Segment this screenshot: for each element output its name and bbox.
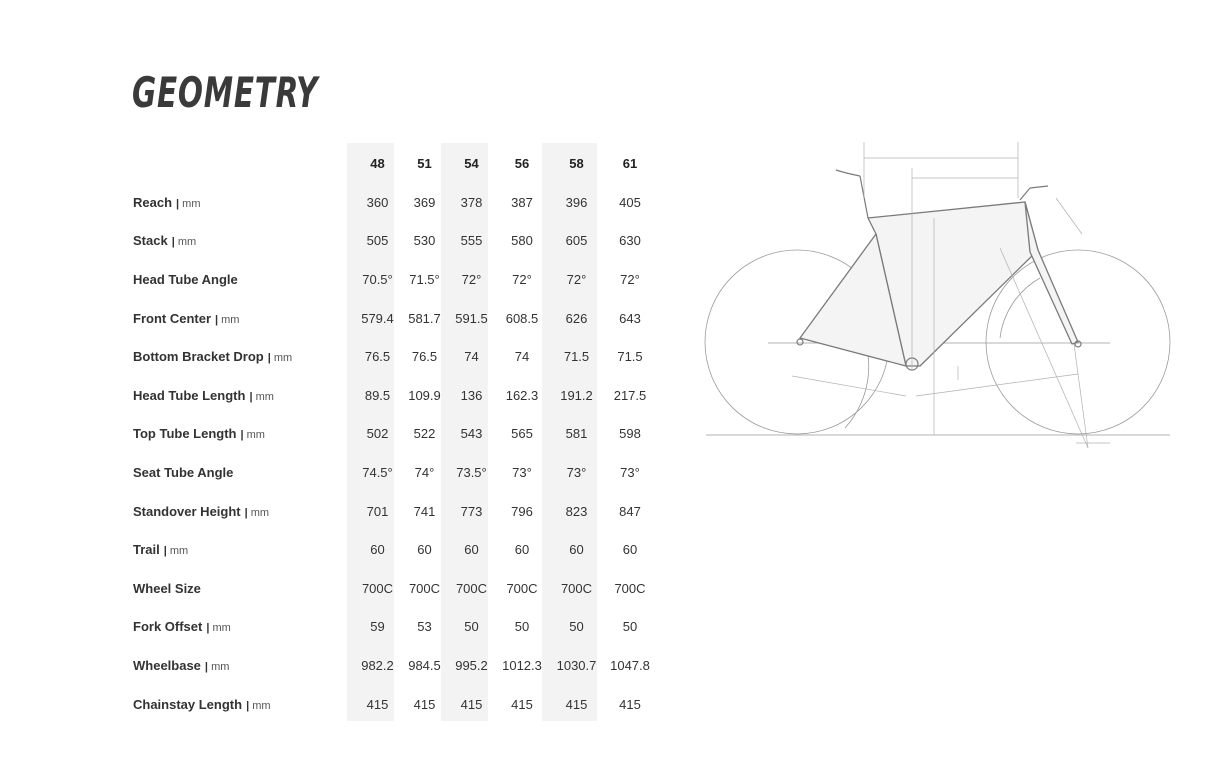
table-cell: 74: [514, 349, 530, 365]
table-cell: 700C: [408, 580, 441, 596]
page-title: GEOMETRY: [132, 68, 319, 117]
table-cell: 109.9: [408, 387, 441, 403]
header-spacer: [126, 143, 354, 183]
table-cell: 581: [565, 426, 588, 442]
table-cell: 71.5: [563, 349, 590, 365]
table-cell: 522: [413, 426, 436, 442]
table-cell: 581.7: [408, 310, 441, 326]
row-label: [126, 530, 354, 569]
table-row: [126, 492, 656, 531]
table-cell: 530: [413, 233, 436, 249]
geometry-table-body: [126, 183, 656, 723]
table-cell: 415: [619, 696, 641, 712]
table-cell: 415: [565, 696, 588, 712]
row-label: [126, 685, 354, 724]
table-cell: 74°: [414, 464, 435, 480]
row-label: [126, 569, 354, 608]
table-row: [126, 299, 656, 338]
table-cell: 701: [366, 503, 389, 519]
table-cell: 74: [464, 349, 479, 365]
table-cell: 60: [417, 542, 432, 558]
table-row: [126, 183, 656, 222]
table-cell: 60: [622, 542, 638, 558]
row-label-name: Bottom Bracket Drop: [133, 349, 264, 365]
size-header: 61: [622, 155, 638, 171]
row-label: [126, 260, 354, 299]
row-label-name: Chainstay Length: [133, 696, 243, 712]
bike-geometry-diagram: [700, 138, 1180, 458]
table-cell: 741: [413, 503, 436, 519]
table-cell: 73°: [620, 464, 640, 480]
table-row: [126, 376, 656, 415]
table-row: [126, 569, 656, 608]
table-cell: 415: [511, 696, 533, 712]
table-cell: 162.3: [505, 387, 539, 403]
row-label: [126, 299, 354, 338]
row-label-name: Seat Tube Angle: [133, 464, 234, 480]
table-row: [126, 222, 656, 261]
table-cell: 74.5°: [362, 464, 393, 480]
row-label-name: Stack: [133, 233, 168, 249]
table-cell: 700C: [614, 580, 646, 596]
table-row: [126, 646, 656, 685]
table-cell: 71.5: [617, 349, 643, 365]
table-cell: 995.2: [455, 657, 488, 673]
row-label-name: Front Center: [133, 310, 211, 326]
row-label: [126, 222, 354, 261]
table-cell: 605: [565, 233, 588, 249]
table-cell: 598: [619, 426, 641, 442]
row-label-unit: | mm: [246, 700, 270, 712]
row-label: [126, 453, 354, 492]
table-cell: 76.5: [411, 349, 438, 365]
table-cell: 50: [514, 619, 530, 635]
table-cell: 72°: [512, 271, 532, 287]
table-cell: 60: [370, 542, 385, 558]
table-cell: 700C: [506, 580, 538, 596]
table-row: [126, 453, 656, 492]
row-label: [126, 183, 354, 222]
table-cell: 773: [460, 503, 483, 519]
row-label-unit: | mm: [268, 352, 292, 364]
table-row: [126, 337, 656, 376]
table-cell: 982.2: [361, 657, 394, 673]
table-cell: 60: [569, 542, 584, 558]
table-cell: 608.5: [505, 310, 539, 326]
table-cell: 700C: [455, 580, 488, 596]
table-cell: 72°: [461, 271, 482, 287]
row-label: [126, 492, 354, 531]
row-label-unit: | mm: [206, 622, 230, 634]
table-cell: 579.4: [361, 310, 394, 326]
row-label-unit: | mm: [215, 314, 239, 326]
row-label-unit: | mm: [176, 198, 200, 210]
table-cell: 580: [511, 233, 533, 249]
size-header: 51: [417, 155, 432, 171]
table-cell: 823: [565, 503, 588, 519]
table-cell: 1030.7: [556, 657, 597, 673]
row-label: [126, 337, 354, 376]
size-header-row: [126, 143, 656, 183]
row-label-name: Reach: [133, 194, 173, 210]
row-label-name: Wheelbase: [133, 657, 201, 673]
table-cell: 630: [619, 233, 641, 249]
table-row: [126, 608, 656, 647]
table-cell: 50: [622, 619, 638, 635]
row-label-name: Trail: [133, 542, 160, 558]
table-cell: 53: [417, 619, 432, 635]
row-label-name: Head Tube Angle: [133, 271, 238, 287]
table-cell: 72°: [620, 271, 640, 287]
table-cell: 60: [514, 542, 530, 558]
table-cell: 387: [511, 194, 533, 210]
row-label-name: Wheel Size: [133, 580, 201, 596]
table-cell: 796: [511, 503, 533, 519]
table-cell: 136: [460, 387, 483, 403]
table-cell: 502: [366, 426, 389, 442]
row-label-name: Standover Height: [133, 503, 241, 519]
size-header: 54: [464, 155, 479, 171]
size-header: 58: [569, 155, 584, 171]
table-cell: 369: [413, 194, 436, 210]
table-cell: 73°: [566, 464, 587, 480]
table-cell: 591.5: [455, 310, 488, 326]
table-cell: 700C: [361, 580, 394, 596]
table-cell: 70.5°: [362, 271, 393, 287]
size-header: 48: [370, 155, 385, 171]
table-cell: 76.5: [364, 349, 391, 365]
table-cell: 405: [619, 194, 641, 210]
table-row: [126, 415, 656, 454]
table-cell: 415: [460, 696, 483, 712]
table-cell: 72°: [566, 271, 587, 287]
row-label-unit: | mm: [241, 429, 265, 441]
row-label-name: Fork Offset: [133, 619, 203, 635]
table-cell: 60: [464, 542, 479, 558]
table-cell: 543: [460, 426, 483, 442]
table-cell: 50: [569, 619, 584, 635]
row-label: [126, 608, 354, 647]
table-cell: 565: [511, 426, 533, 442]
table-cell: 700C: [560, 580, 593, 596]
table-cell: 847: [619, 503, 641, 519]
table-cell: 505: [366, 233, 389, 249]
table-cell: 626: [565, 310, 588, 326]
table-cell: 555: [460, 233, 483, 249]
table-cell: 415: [413, 696, 436, 712]
row-label-unit: | mm: [249, 391, 273, 403]
table-cell: 217.5: [613, 387, 647, 403]
row-label-unit: | mm: [172, 236, 196, 248]
table-cell: 378: [460, 194, 483, 210]
table-row: [126, 685, 656, 724]
table-cell: 396: [565, 194, 588, 210]
table-row: [126, 530, 656, 569]
row-label-unit: | mm: [164, 545, 188, 557]
table-cell: 415: [366, 696, 389, 712]
table-cell: 984.5: [408, 657, 441, 673]
table-cell: 50: [464, 619, 479, 635]
size-header: 56: [514, 155, 530, 171]
table-cell: 191.2: [560, 387, 593, 403]
row-label-unit: | mm: [245, 507, 269, 519]
table-cell: 1047.8: [610, 657, 650, 673]
table-cell: 1012.3: [502, 657, 542, 673]
row-label-name: Head Tube Length: [133, 387, 246, 403]
row-label: [126, 415, 354, 454]
table-cell: 71.5°: [409, 271, 440, 287]
row-label-unit: | mm: [205, 661, 229, 673]
table-cell: 89.5: [364, 387, 391, 403]
row-label-name: Top Tube Length: [133, 426, 237, 442]
table-cell: 59: [370, 619, 385, 635]
table-cell: 73°: [512, 464, 532, 480]
table-cell: 360: [366, 194, 389, 210]
row-label: [126, 646, 354, 685]
table-row: [126, 260, 656, 299]
geometry-table: [126, 143, 656, 723]
table-cell: 643: [619, 310, 641, 326]
table-cell: 73.5°: [456, 464, 487, 480]
row-label: [126, 376, 354, 415]
